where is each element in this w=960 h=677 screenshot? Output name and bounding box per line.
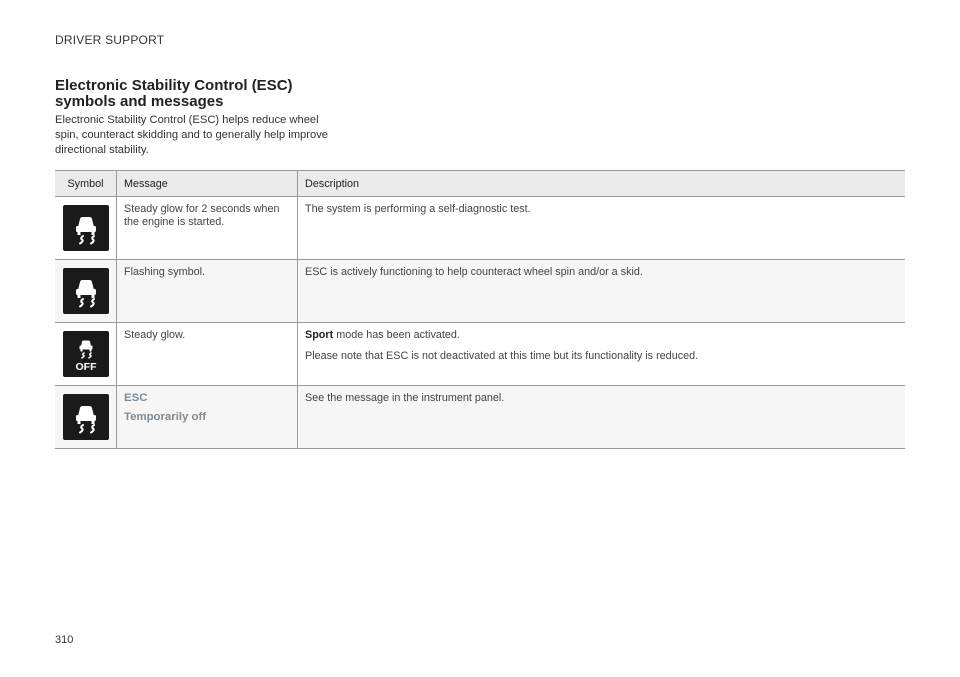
esc-symbols-table bbox=[55, 170, 905, 449]
symbol-cell bbox=[55, 260, 117, 323]
symbol-cell bbox=[55, 323, 117, 386]
description-text bbox=[305, 329, 898, 342]
page-number: 310 bbox=[55, 634, 74, 646]
description-cell bbox=[298, 260, 906, 323]
message-cell: Steady glow. bbox=[117, 323, 298, 386]
table-row bbox=[55, 197, 905, 260]
description-cell bbox=[298, 197, 906, 260]
table-header-row bbox=[55, 171, 905, 197]
message-cell: Flashing symbol. bbox=[117, 260, 298, 323]
esc-skid-icon bbox=[63, 205, 109, 251]
description-text: See the message in the instrument panel. bbox=[305, 392, 505, 404]
esc-message-status: Temporarily off bbox=[124, 411, 207, 423]
esc-message-title: ESC bbox=[124, 392, 148, 404]
description-text: The system is performing a self-diagnostic test. bbox=[305, 203, 531, 215]
esc-off-icon bbox=[63, 331, 109, 377]
sport-mode-label: Sport bbox=[305, 329, 334, 341]
description-cell bbox=[298, 386, 906, 449]
column-header-description: Description bbox=[298, 171, 906, 197]
symbol-cell bbox=[55, 197, 117, 260]
section-header: DRIVER SUPPORT bbox=[55, 33, 165, 47]
message-cell: Steady glow for 2 seconds when the engine is started. bbox=[117, 197, 298, 260]
message-cell bbox=[117, 386, 298, 449]
intro-paragraph: Electronic Stability Control (ESC) helps reduce wheel spin, counteract skidding and to generally help improve directional stability. bbox=[55, 114, 329, 156]
description-text: ESC is actively functioning to help counteract wheel spin and/or a skid. bbox=[305, 266, 643, 278]
esc-off-icon-label: OFF bbox=[75, 361, 96, 373]
page-title: Electronic Stability Control (ESC) symbols and messages bbox=[55, 77, 293, 110]
table-row bbox=[55, 323, 905, 386]
table-row bbox=[55, 260, 905, 323]
description-rest: mode has been activated. bbox=[333, 329, 460, 341]
description-note: Please note that ESC is not deactivated at this time but its functionality is reduced. bbox=[305, 350, 699, 362]
description-cell bbox=[298, 323, 906, 386]
esc-skid-icon bbox=[63, 394, 109, 440]
symbol-cell bbox=[55, 386, 117, 449]
column-header-symbol: Symbol bbox=[55, 171, 117, 197]
table-row bbox=[55, 386, 905, 449]
esc-skid-icon bbox=[63, 268, 109, 314]
column-header-message: Message bbox=[117, 171, 298, 197]
